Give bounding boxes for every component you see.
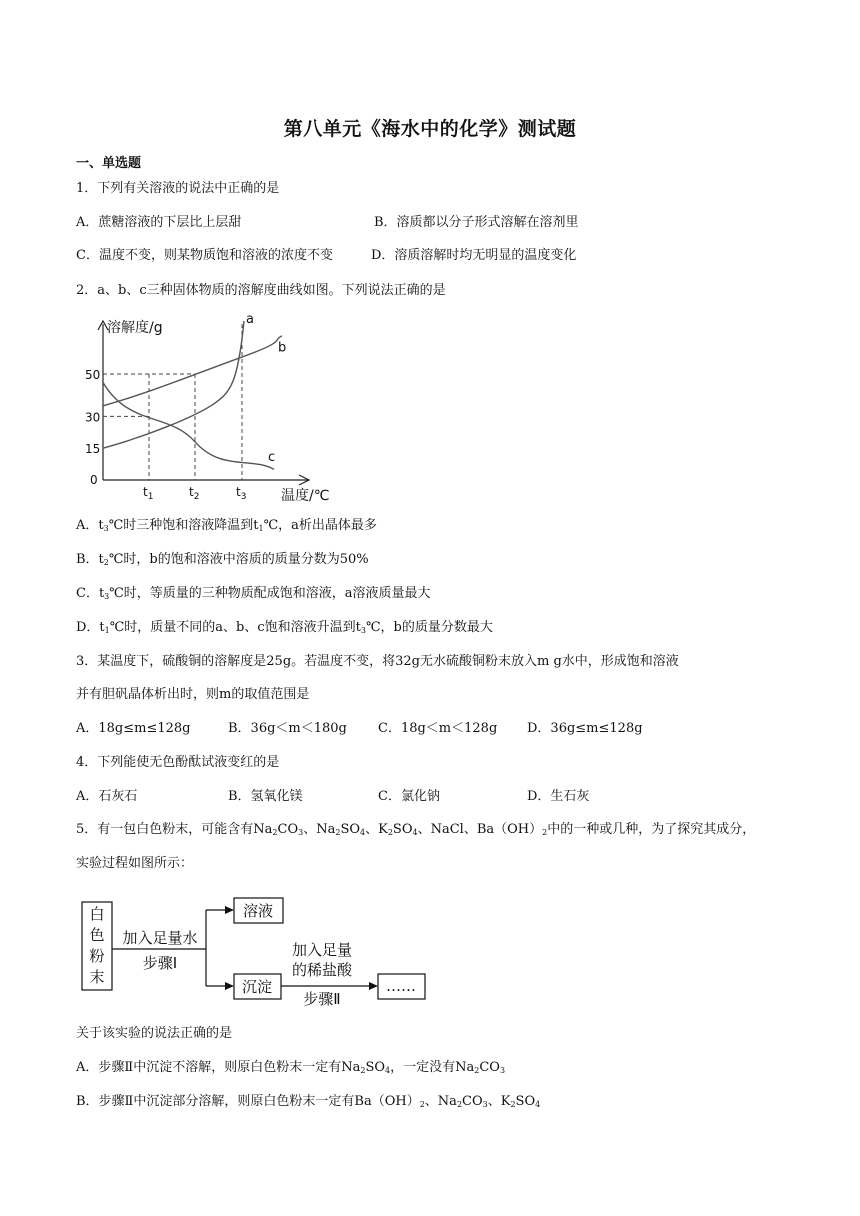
q2-option-a: A．$t_3℃$时三种饱和溶液降温到$t_1℃$，a析出晶体最多 [76, 518, 377, 533]
q3-option-b: B．36g＜m＜180g [228, 721, 347, 736]
q5-after-text: 关于该实验的说法正确的是 [76, 1026, 233, 1041]
q5-option-b: B．步骤Ⅱ中沉淀部分溶解，则原白色粉末一定有$Ba(OH)_2$、$Na_2CO_3$、$K_2SO_4$ [76, 1094, 541, 1109]
curve-c [103, 382, 274, 469]
q2-option-c: C．$t_3℃$时，等质量的三种物质配成饱和溶液，a溶液质量最大 [76, 586, 431, 601]
q3-option-a: A．18g≤m≤128g [76, 721, 191, 736]
q4-option-b: B．氢氧化镁 [228, 789, 303, 804]
x-tick-t2: $t_2$ [189, 485, 200, 502]
q4-option-c: C．氯化钠 [378, 789, 440, 804]
q1-option-a: A．蔗糖溶液的下层比上层甜 [76, 215, 242, 230]
step2-bottom-label: 步骤Ⅱ [303, 990, 341, 1006]
q1-stem: 1．下列有关溶液的说法中正确的是 [76, 181, 280, 196]
q3-option-d: D．36g≤m≤128g [527, 721, 643, 736]
series-label-c: c [268, 449, 276, 465]
step1-bottom-label: 步骤Ⅰ [142, 954, 178, 972]
sample-char-4: 末 [89, 968, 105, 986]
q1-option-c: C．温度不变，则某物质饱和溶液的浓度不变 [76, 248, 333, 263]
sample-char-3: 粉 [89, 947, 105, 965]
solubility-chart [78, 314, 348, 506]
page-title: 第八单元《海水中的化学》测试题 [283, 118, 577, 140]
series-label-a: a [246, 314, 254, 327]
curve-b [103, 336, 282, 406]
q2-stem: 2．a、b、c三种固体物质的溶解度曲线如图。下列说法正确的是 [76, 283, 446, 298]
series-label-b: b [278, 340, 287, 356]
x-tick-t3: $t_3$ [236, 485, 247, 502]
precipitate-label: 沉淀 [241, 978, 273, 996]
step1-top-label: 加入足量水 [122, 929, 198, 947]
sample-char-2: 色 [89, 926, 105, 944]
q4-stem: 4．下列能使无色酚酞试液变红的是 [76, 755, 280, 770]
x-axis-label: 温度/℃ [281, 488, 330, 504]
q5-stem-line1: 5．有一包白色粉末，可能含有$Na_2CO_3$、$Na_2SO_4$、$K_2SO_4$、NaCl、$Ba(OH)_2$中的一种或几种，为了探究其成分， [76, 822, 756, 837]
step2-top-label-2: 的稀盐酸 [291, 961, 353, 979]
solution-label: 溶液 [242, 902, 274, 920]
y-axis-label: 溶解度/g [107, 320, 163, 336]
experiment-flowchart [70, 888, 440, 1006]
q2-option-b: B．$t_2℃$时，b的饱和溶液中溶质的质量分数为50% [76, 552, 369, 567]
q4-option-a: A．石灰石 [76, 789, 138, 804]
section-heading: 一、单选题 [76, 156, 142, 171]
q1-option-d: D．溶质溶解时均无明显的温度变化 [371, 248, 577, 263]
curve-a [103, 321, 244, 448]
step2-top-label-1: 加入足量 [291, 941, 353, 959]
q5-option-a: A．步骤Ⅱ中沉淀不溶解，则原白色粉末一定有$Na_2SO_4$，一定没有$Na_2CO_3$ [76, 1060, 506, 1075]
q3-stem-line1: 3．某温度下，硫酸铜的溶解度是25g。若温度不变，将32g无水硫酸铜粉末放入m g水中，形成饱和溶液 [76, 654, 679, 669]
y-tick-30: 30 [85, 410, 101, 425]
result-label: …… [386, 977, 416, 995]
sample-char-1: 白 [89, 905, 105, 923]
q5-stem-line2: 实验过程如图所示： [76, 856, 194, 871]
origin-label: 0 [90, 473, 98, 487]
q3-stem-line2: 并有胆矾晶体析出时，则m的取值范围是 [76, 687, 310, 702]
y-tick-15: 15 [85, 442, 101, 457]
q2-option-d: D．$t_1℃$时，质量不同的a、b、c饱和溶液升温到$t_3℃$，b的质量分数最大 [76, 620, 493, 635]
q1-option-b: B．溶质都以分子形式溶解在溶剂里 [374, 215, 579, 230]
x-tick-t1: $t_1$ [143, 485, 154, 502]
q3-option-c: C．18g＜m＜128g [378, 721, 498, 736]
y-tick-50: 50 [85, 368, 101, 382]
q4-option-d: D．生石灰 [527, 789, 590, 804]
